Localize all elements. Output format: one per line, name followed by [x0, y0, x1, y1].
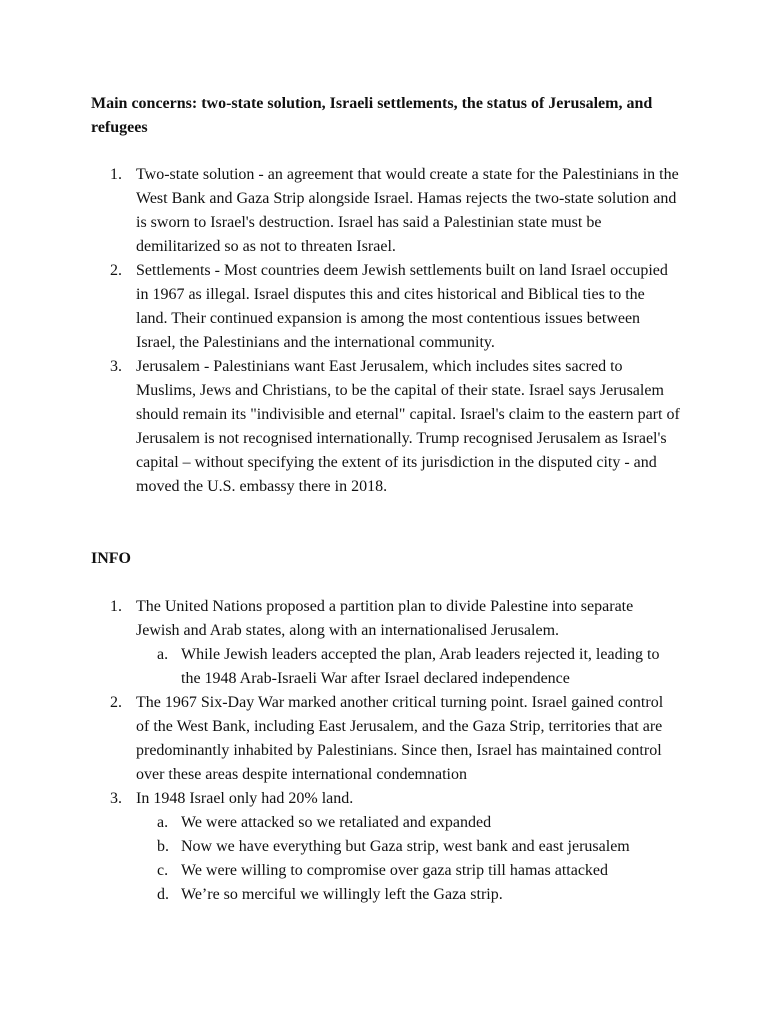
list-item-text: The 1967 Six-Day War marked another critical turning point. Israel gained control of the West Bank, including East Jerusalem, and the Gaza Strip, territories that are predominantly inhabited by Palestinians. Since then, Israel has maintained control over these areas despite international condemnation	[136, 694, 664, 783]
list-item	[0, 259, 680, 355]
list-item	[0, 691, 768, 787]
list-item-text: The United Nations proposed a partition plan to divide Palestine into separate Jewish and Arab states, along with an internationalised Jerusalem.	[136, 598, 634, 639]
sub-list	[0, 811, 768, 907]
list-number: 1.	[110, 598, 122, 615]
sub-list-item-text: Now we have everything but Gaza strip, west bank and east jerusalem	[181, 838, 630, 855]
list-number: 3.	[110, 790, 122, 807]
sub-list-item-text: We’re so merciful we willingly left the Gaza strip.	[181, 886, 503, 903]
list-item-text: Jerusalem - Palestinians want East Jerusalem, which includes sites sacred to Muslims, Jews and Christians, to be the capital of their state. Israel says Jerusalem should remain its "indivisible and eternal" capital. Israel's claim to the eastern part of Jerusalem is not recognised internationally. Trump recognised Jerusalem as Israel's capital – without specifying the extent of its jurisdiction in the disputed city - and moved the U.S. embassy there in 2018.	[136, 358, 680, 495]
info-heading: INFO	[91, 550, 131, 567]
list-item	[0, 355, 680, 499]
sub-list-item-text: We were attacked so we retaliated and expanded	[181, 814, 492, 831]
sub-list-letter: c.	[157, 862, 169, 879]
sub-list	[0, 643, 768, 691]
sub-list-letter: b.	[157, 838, 169, 855]
info-list	[0, 595, 768, 907]
list-item-text: Two-state solution - an agreement that would create a state for the Palestinians in the West Bank and Gaza Strip alongside Israel. Hamas rejects the two-state solution and is sworn to Israel's destruction. Israel has said a Palestinian state must be demilitarized so as not to threaten Israel.	[136, 166, 679, 255]
sub-list-item-text: We were willing to compromise over gaza strip till hamas attacked	[181, 862, 609, 879]
list-number: 2.	[110, 694, 122, 711]
sub-list-item-text: While Jewish leaders accepted the plan, Arab leaders rejected it, leading to the 1948 Arab-Israeli War after Israel declared independence	[181, 646, 660, 687]
list-item	[0, 787, 768, 907]
list-number: 1.	[110, 166, 122, 183]
concerns-list	[0, 163, 768, 499]
list-number: 3.	[110, 358, 122, 375]
list-number: 2.	[110, 262, 122, 279]
sub-list-letter: a.	[157, 814, 169, 831]
list-item-text: In 1948 Israel only had 20% land.	[136, 790, 354, 807]
sub-list-item	[0, 643, 681, 691]
sub-list-letter: d.	[157, 886, 169, 903]
sub-list-item	[0, 859, 681, 883]
sub-list-item	[0, 883, 681, 907]
main-concerns-heading: Main concerns: two-state solution, Israeli settlements, the status of Jerusalem, and refugees	[91, 95, 653, 136]
sub-list-item	[0, 811, 681, 835]
list-item	[0, 163, 680, 259]
list-item	[0, 595, 768, 691]
list-item-text: Settlements - Most countries deem Jewish settlements built on land Israel occupied in 1967 as illegal. Israel disputes this and cites historical and Biblical ties to the land. Their continued expansion is among the most contentious issues between Israel, the Palestinians and the international community.	[136, 262, 668, 351]
sub-list-item	[0, 835, 681, 859]
sub-list-letter: a.	[157, 646, 169, 663]
